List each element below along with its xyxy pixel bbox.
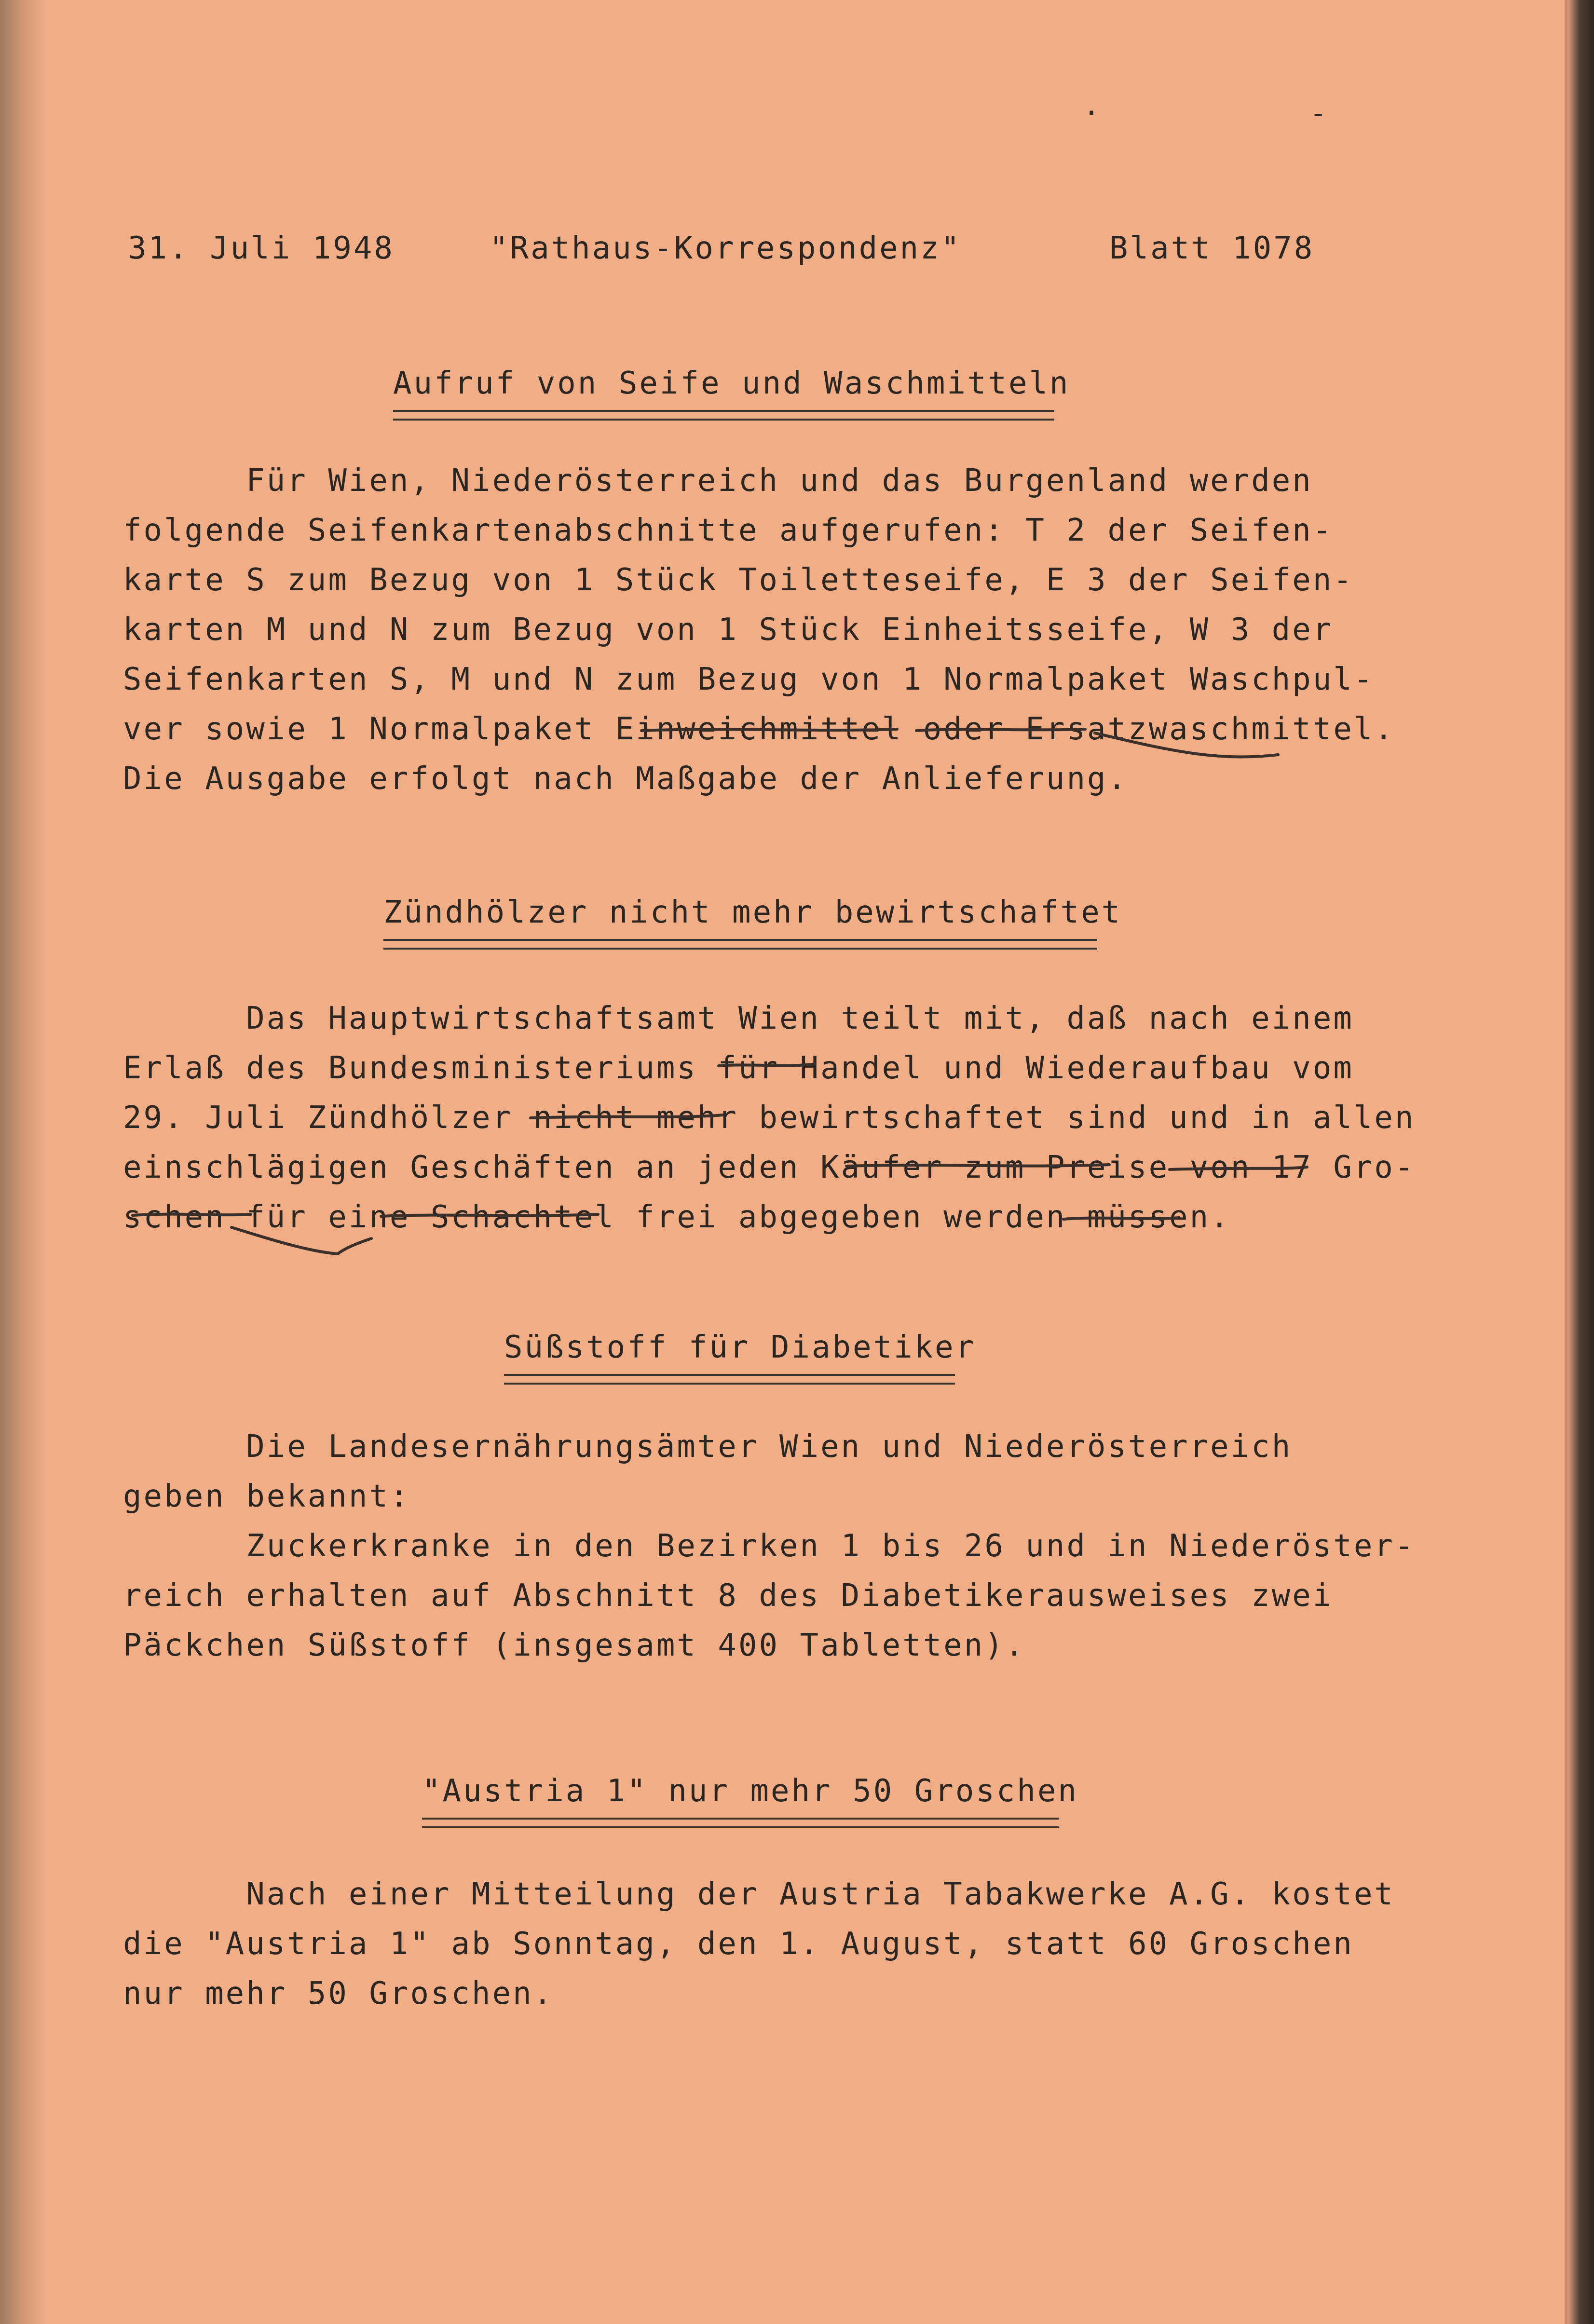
strikethrough-mark bbox=[531, 1115, 723, 1118]
paragraph-line: Päckchen Süßstoff (insgesamt 400 Tabletten). bbox=[123, 1628, 1026, 1663]
ink-speck: - bbox=[1309, 96, 1327, 130]
paragraph-line: schen für eine Schachtel frei abgegeben werden müssen. bbox=[123, 1199, 1231, 1235]
paragraph-line: einschlägigen Geschäften an jeden Käufer zum Preise von 17 Gro- bbox=[123, 1150, 1416, 1185]
header-publication: "Rathaus-Korrespondenz" bbox=[490, 231, 962, 266]
header-date: 31. Juli 1948 bbox=[128, 231, 395, 266]
strikethrough-mark bbox=[381, 1214, 598, 1216]
strikethrough-mark bbox=[1170, 1167, 1307, 1169]
paragraph-line: karte S zum Bezug von 1 Stück Toiletteseife, E 3 der Seifen- bbox=[123, 562, 1354, 598]
paragraph-line: Zuckerkranke in den Bezirken 1 bis 26 und in Niederöster- bbox=[123, 1528, 1416, 1564]
paragraph-line: karten M und N zum Bezug von 1 Stück Einheitsseife, W 3 der bbox=[123, 612, 1334, 648]
paragraph-line: die "Austria 1" ab Sonntag, den 1. August, statt 60 Groschen bbox=[123, 1926, 1354, 1962]
strikethrough-mark bbox=[1095, 733, 1278, 757]
paragraph-line: folgende Seifenkartenabschnitte aufgerufen: T 2 der Seifen- bbox=[123, 513, 1334, 548]
paragraph-line: Die Ausgabe erfolgt nach Maßgabe der Anlieferung. bbox=[123, 761, 1129, 797]
paragraph-line: Erlaß des Bundesministeriums für Handel und Wiederaufbau vom bbox=[123, 1050, 1354, 1086]
paragraph-line: 29. Juli Zündhölzer nicht mehr bewirtschaftet sind und in allen bbox=[123, 1100, 1416, 1136]
paragraph-line: nur mehr 50 Groschen. bbox=[123, 1976, 554, 2011]
paragraph-line: ver sowie 1 Normalpaket Einweichmittel oder Ersatzwaschmittel. bbox=[123, 711, 1395, 747]
paragraph-line: reich erhalten auf Abschnitt 8 des Diabetikerausweises zwei bbox=[123, 1578, 1334, 1614]
section-title: Süßstoff für Diabetiker bbox=[504, 1330, 976, 1365]
section-title: Zündhölzer nicht mehr bewirtschaftet bbox=[383, 895, 1122, 930]
paragraph-line: Für Wien, Niederösterreich und das Burgenland werden bbox=[123, 463, 1313, 499]
strikethrough-mark bbox=[232, 1227, 338, 1254]
paragraph-line: Seifenkarten S, M und N zum Bezug von 1 Normalpaket Waschpul- bbox=[123, 662, 1375, 697]
strikethrough-mark bbox=[338, 1238, 371, 1254]
header-sheet: Blatt 1078 bbox=[1109, 231, 1315, 266]
paragraph-line: Das Hauptwirtschaftsamt Wien teilt mit, daß nach einem bbox=[123, 1001, 1354, 1036]
section-title: "Austria 1" nur mehr 50 Groschen bbox=[422, 1773, 1078, 1809]
paragraph-line: Nach einer Mitteilung der Austria Tabakwerke A.G. kostet bbox=[123, 1876, 1395, 1912]
strikethrough-mark bbox=[1063, 1218, 1179, 1219]
ink-speck: · bbox=[1083, 96, 1101, 130]
strikethrough-mark bbox=[719, 1064, 815, 1066]
paragraph-line: Die Landesernährungsämter Wien und Niederösterreich bbox=[123, 1429, 1293, 1465]
strikethrough-mark bbox=[916, 729, 1085, 731]
strikethrough-mark bbox=[846, 1165, 1109, 1166]
strikethrough-mark bbox=[133, 1214, 251, 1215]
section-title: Aufruf von Seife und Waschmitteln bbox=[393, 366, 1070, 401]
paragraph-line: geben bekannt: bbox=[123, 1479, 410, 1514]
strikethrough-mark bbox=[641, 729, 897, 731]
